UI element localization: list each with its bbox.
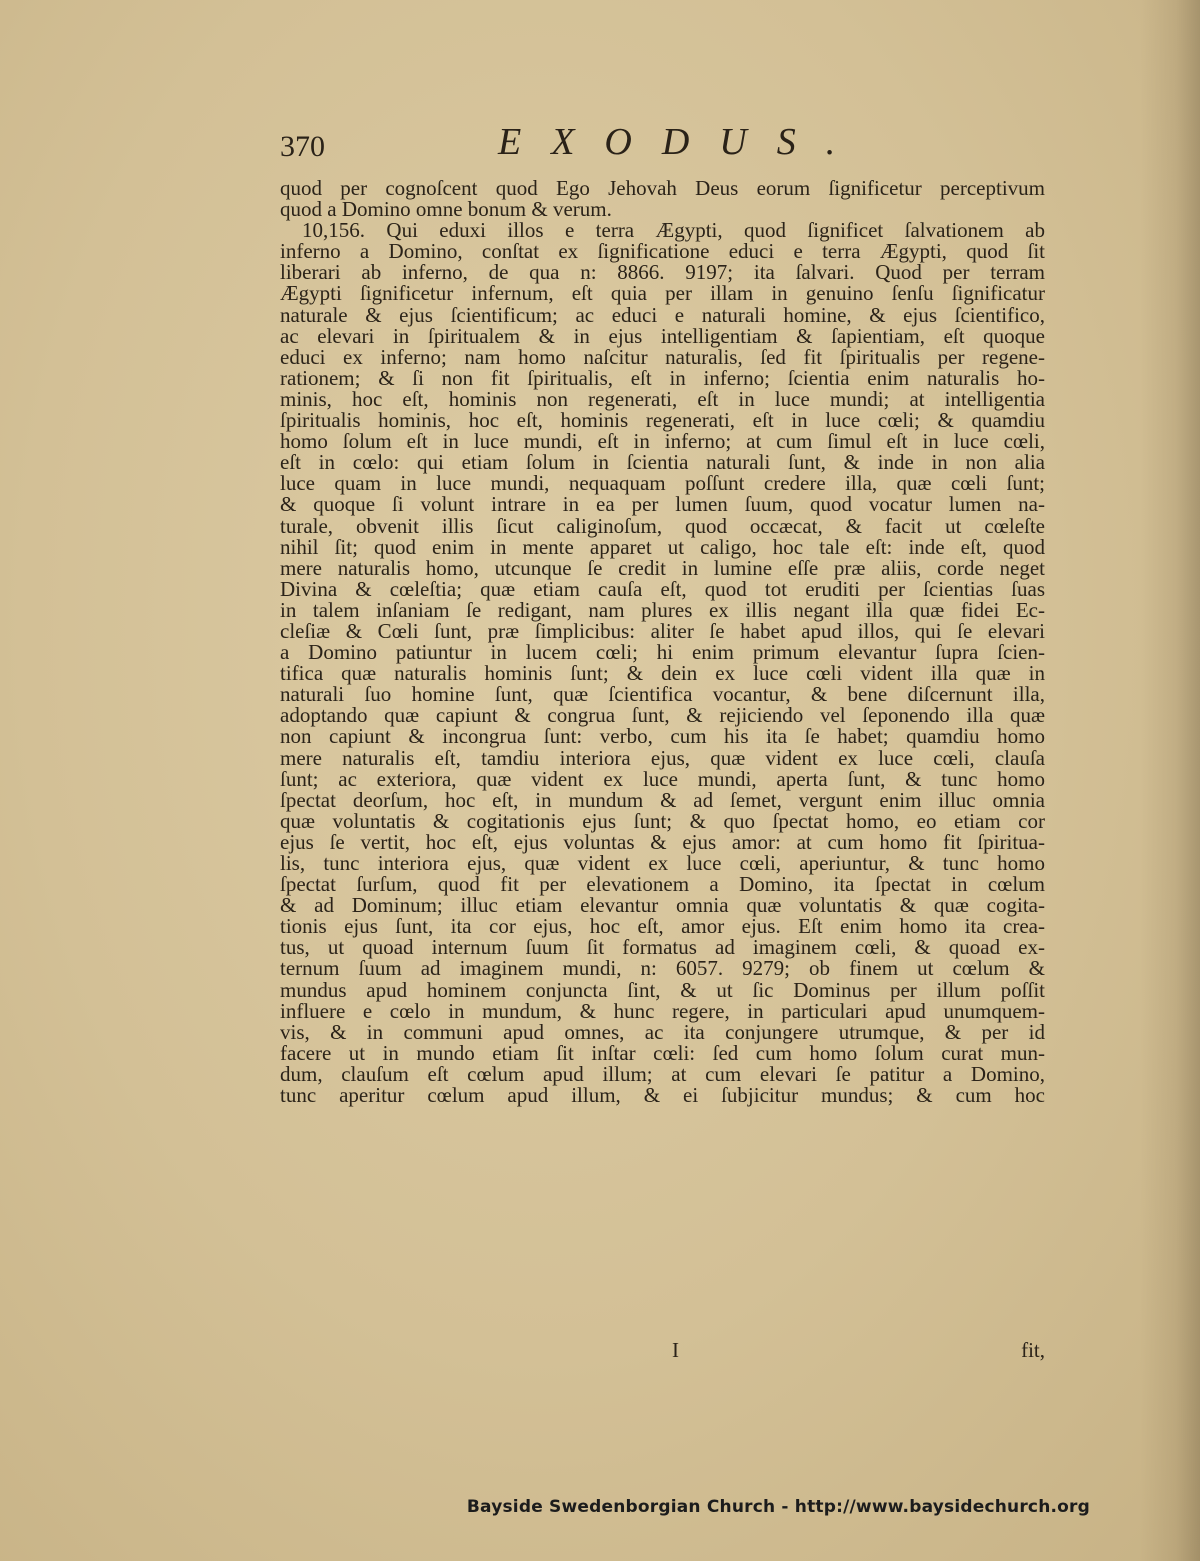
text-line: cleſiæ & Cœli ſunt, præ ſimplicibus: aliter ſe habet apud illos, qui ſe elevari xyxy=(280,618,1045,643)
text-line: ſpectat ſurſum, quod fit per elevationem a Domino, ita ſpectat in cœlum xyxy=(280,872,1045,897)
text-line: educi ex inferno; nam homo naſcitur naturalis, ſed fit ſpiritualis per regene- xyxy=(280,344,1045,369)
watermark-credit: Bayside Swedenborgian Church - http://www.baysidechurch.org xyxy=(466,1497,1090,1517)
text-line: quod per cognoſcent quod Ego Jehovah Deus eorum ſignificetur perceptivum xyxy=(280,176,1045,200)
text-line: homo ſolum eſt in luce mundi, eſt in inferno; at cum ſimul eſt in luce cœli, xyxy=(280,429,1045,454)
signature-mark: I xyxy=(672,1338,679,1362)
text-line: mere naturalis homo, utcunque ſe credit in lumine eſſe præ aliis, corde neget xyxy=(280,555,1045,580)
text-line: nihil ſit; quod enim in mente apparet ut caligo, hoc tale eſt: inde eſt, quod xyxy=(280,534,1045,559)
text-line: quæ voluntatis & cogitationis ejus ſunt; & quo ſpectat homo, eo etiam cor xyxy=(280,808,1045,833)
text-line: a Domino patiuntur in lucem cœli; hi enim primum elevantur ſupra ſcien- xyxy=(280,640,1045,665)
text-line: eſt in cœlo: qui etiam ſolum in ſcientia naturali ſunt, & inde in non alia xyxy=(280,450,1045,475)
text-line: tunc aperitur cœlum apud illum, & ei ſubjicitur mundus; & cum hoc xyxy=(280,1083,1045,1108)
page-number: 370 xyxy=(280,130,325,163)
text-line: ſunt; ac exteriora, quæ vident ex luce mundi, aperta ſunt, & tunc homo xyxy=(280,766,1045,791)
text-line: tifica quæ naturalis hominis ſunt; & dein ex luce cœli vident illa quæ in xyxy=(280,661,1045,686)
text-line: vis, & in communi apud omnes, ac ita conjungere utrumque, & per id xyxy=(280,1019,1045,1044)
text-line: rationem; & ſi non fit ſpiritualis, eſt in inferno; ſcientia enim naturalis ho- xyxy=(280,365,1045,390)
running-title: EXODUS. xyxy=(498,121,866,163)
text-line: mundus apud hominem conjuncta ſint, & ut ſic Dominus per illum poſſit xyxy=(280,977,1045,1002)
text-line: naturale & ejus ſcientificum; ac educi e naturali homine, & ejus ſcientifico, xyxy=(280,302,1045,327)
text-line: turale, obvenit illis ſicut caliginoſum, quod occæcat, & facit ut cœleſte xyxy=(280,513,1045,538)
text-line: luce quam in luce mundi, nequaquam poſſunt credere illa, quæ cœli ſunt; xyxy=(280,471,1045,496)
text-line: ſpiritualis hominis, hoc eſt, hominis regenerati, eſt in luce cœli; & quamdiu xyxy=(280,408,1045,433)
text-line: ternum ſuum ad imaginem mundi, n: 6057. 9279; ob finem ut cœlum & xyxy=(280,956,1045,981)
text-line: tionis ejus ſunt, ita cor ejus, hoc eſt, amor ejus. Eſt enim homo ita crea- xyxy=(280,914,1045,939)
text-line: dum, clauſum eſt cœlum apud illum; at cum elevari ſe patitur a Domino, xyxy=(280,1061,1045,1086)
page-footer xyxy=(280,1338,1045,1364)
text-line: & quoque ſi volunt intrare in ea per lumen ſuum, quod vocatur lumen na- xyxy=(280,492,1045,517)
text-line: quod a Domino omne bonum & verum. xyxy=(280,197,612,222)
text-line: minis, hoc eſt, hominis non regenerati, eſt in luce mundi; at intelligentia xyxy=(280,386,1045,411)
text-line: Divina & cœleſtia; quæ etiam cauſa eſt, quod tot eruditi per ſcientias ſuas xyxy=(280,576,1045,601)
text-line: & ad Dominum; illuc etiam elevantur omnia quæ voluntatis & quæ cogita- xyxy=(280,893,1045,918)
text-line: liberari ab inferno, de qua n: 8866. 9197; ita ſalvari. Quod per terram xyxy=(280,260,1045,285)
text-line: facere ut in mundo etiam ſit inſtar cœli: ſed cum homo ſolum curat mun- xyxy=(280,1040,1045,1065)
text-line: ac elevari in ſpiritualem & in ejus intelligentiam & ſapientiam, eſt quoque xyxy=(280,323,1045,348)
text-line: mere naturalis eſt, tamdiu interiora ejus, quæ vident ex luce cœli, clauſa xyxy=(280,745,1045,770)
text-line: ſpectat deorſum, hoc eſt, in mundum & ad ſemet, vergunt enim illuc omnia xyxy=(280,787,1045,812)
catchword: fit, xyxy=(1021,1338,1045,1362)
text-line: 10,156. Qui eduxi illos e terra Ægypti, quod ſignificet ſalvationem ab xyxy=(302,218,1045,243)
body-text xyxy=(280,178,1045,1106)
text-line: Ægypti ſignificetur infernum, eſt quia per illam in genuino ſenſu ſignificatur xyxy=(280,281,1045,306)
text-line: tus, ut quoad internum ſuum ſit formatus ad imaginem cœli, & quoad ex- xyxy=(280,935,1045,960)
text-line: non capiunt & incongrua ſunt: verbo, cum his ita ſe habet; quamdiu homo xyxy=(280,724,1045,749)
text-line: adoptando quæ capiunt & congrua ſunt, & rejiciendo vel ſeponendo illa quæ xyxy=(280,703,1045,728)
page-header xyxy=(280,120,1060,170)
text-line: in talem inſaniam ſe redigant, nam plures ex illis negant illa quæ fidei Ec- xyxy=(280,597,1045,622)
text-line: ejus ſe vertit, hoc eſt, ejus voluntas & ejus amor: at cum homo fit ſpiritua- xyxy=(280,829,1045,854)
text-line: naturali ſuo homine ſunt, quæ ſcientifica vocantur, & bene diſcernunt illa, xyxy=(280,682,1045,707)
text-line: influere e cœlo in mundum, & hunc regere, in particulari apud unumquem- xyxy=(280,998,1045,1023)
text-line: inferno a Domino, conſtat ex ſignificatione educi e terra Ægypti, quod ſit xyxy=(280,239,1045,264)
text-line: lis, tunc interiora ejus, quæ vident ex luce cœli, aperiuntur, & tunc homo xyxy=(280,851,1045,875)
